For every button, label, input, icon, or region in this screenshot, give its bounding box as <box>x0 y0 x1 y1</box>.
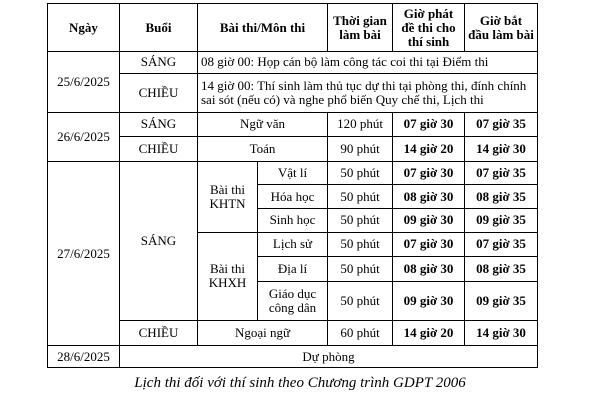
duration-cell: 50 phút <box>328 281 393 320</box>
table-row <box>48 346 538 368</box>
distribution-time-cell: 07 giờ 30 <box>393 112 465 137</box>
header-gio-bat-dau: Giờ bắt đầu làm bài <box>465 4 538 52</box>
table-row <box>48 52 538 74</box>
start-time-cell: 14 giờ 30 <box>465 137 538 162</box>
subject-cell: Lịch sử <box>258 232 328 257</box>
distribution-time-cell: 14 giờ 20 <box>393 137 465 162</box>
duration-cell: 50 phút <box>328 209 393 233</box>
header-thoi-gian: Thời gian làm bài <box>328 4 393 52</box>
header-row <box>48 4 538 52</box>
distribution-time-cell: 08 giờ 30 <box>393 257 465 282</box>
subject-cell: Hóa học <box>258 185 328 209</box>
note-cell: 14 giờ 00: Thí sinh làm thủ tục dự thi tại phòng thi, đính chính sai sót (nếu có) và nghe phổ biến Quy chế thi, Lịch thi <box>198 73 538 112</box>
header-gio-phat: Giờ phát đề thi cho thí sinh <box>393 4 465 52</box>
start-time-cell: 07 giờ 35 <box>465 112 538 137</box>
header-buoi: Buổi <box>120 4 198 52</box>
duration-cell: 50 phút <box>328 185 393 209</box>
table-row <box>48 320 538 346</box>
note-cell: 08 giờ 00: Họp cán bộ làm công tác coi thi tại Điểm thi <box>198 52 538 74</box>
date-cell: 28/6/2025 <box>48 346 120 368</box>
start-time-cell: 08 giờ 35 <box>465 185 538 209</box>
distribution-time-cell: 07 giờ 30 <box>393 161 465 185</box>
exam-group-khxh: Bài thi KHXH <box>198 232 258 320</box>
subject-cell: Toán <box>198 137 328 162</box>
start-time-cell: 08 giờ 35 <box>465 257 538 282</box>
table-row <box>48 112 538 137</box>
subject-cell: Địa lí <box>258 257 328 282</box>
subject-cell: Ngoại ngữ <box>198 320 328 346</box>
start-time-cell: 09 giờ 35 <box>465 281 538 320</box>
subject-cell: Vật lí <box>258 161 328 185</box>
duration-cell: 120 phút <box>328 112 393 137</box>
duration-cell: 50 phút <box>328 257 393 282</box>
header-ngay: Ngày <box>48 4 120 52</box>
table-row <box>48 73 538 112</box>
distribution-time-cell: 14 giờ 20 <box>393 320 465 346</box>
start-time-cell: 14 giờ 30 <box>465 320 538 346</box>
distribution-time-cell: 07 giờ 30 <box>393 232 465 257</box>
session-cell: CHIỀU <box>120 73 198 112</box>
distribution-time-cell: 09 giờ 30 <box>393 281 465 320</box>
date-cell: 25/6/2025 <box>48 52 120 112</box>
exam-group-khtn: Bài thi KHTN <box>198 161 258 232</box>
session-cell: SÁNG <box>120 112 198 137</box>
session-cell: CHIỀU <box>120 320 198 346</box>
subject-cell: Ngữ văn <box>198 112 328 137</box>
session-cell: SÁNG <box>120 52 198 74</box>
table-row <box>48 137 538 162</box>
header-bai-thi: Bài thi/Môn thi <box>198 4 328 52</box>
date-cell: 27/6/2025 <box>48 161 120 346</box>
duration-cell: 90 phút <box>328 137 393 162</box>
duration-cell: 50 phút <box>328 232 393 257</box>
table-row <box>48 161 538 185</box>
subject-cell: Giáo dục công dân <box>258 281 328 320</box>
duration-cell: 60 phút <box>328 320 393 346</box>
exam-schedule-table <box>47 3 538 368</box>
distribution-time-cell: 09 giờ 30 <box>393 209 465 233</box>
session-cell: SÁNG <box>120 161 198 320</box>
reserve-cell: Dự phòng <box>120 346 538 368</box>
date-cell: 26/6/2025 <box>48 112 120 161</box>
distribution-time-cell: 08 giờ 30 <box>393 185 465 209</box>
start-time-cell: 07 giờ 35 <box>465 232 538 257</box>
duration-cell: 50 phút <box>328 161 393 185</box>
session-cell: CHIỀU <box>120 137 198 162</box>
table-caption: Lịch thi đối với thí sinh theo Chương trình GDPT 2006 <box>134 375 466 391</box>
subject-cell: Sinh học <box>258 209 328 233</box>
start-time-cell: 07 giờ 35 <box>465 161 538 185</box>
start-time-cell: 09 giờ 35 <box>465 209 538 233</box>
